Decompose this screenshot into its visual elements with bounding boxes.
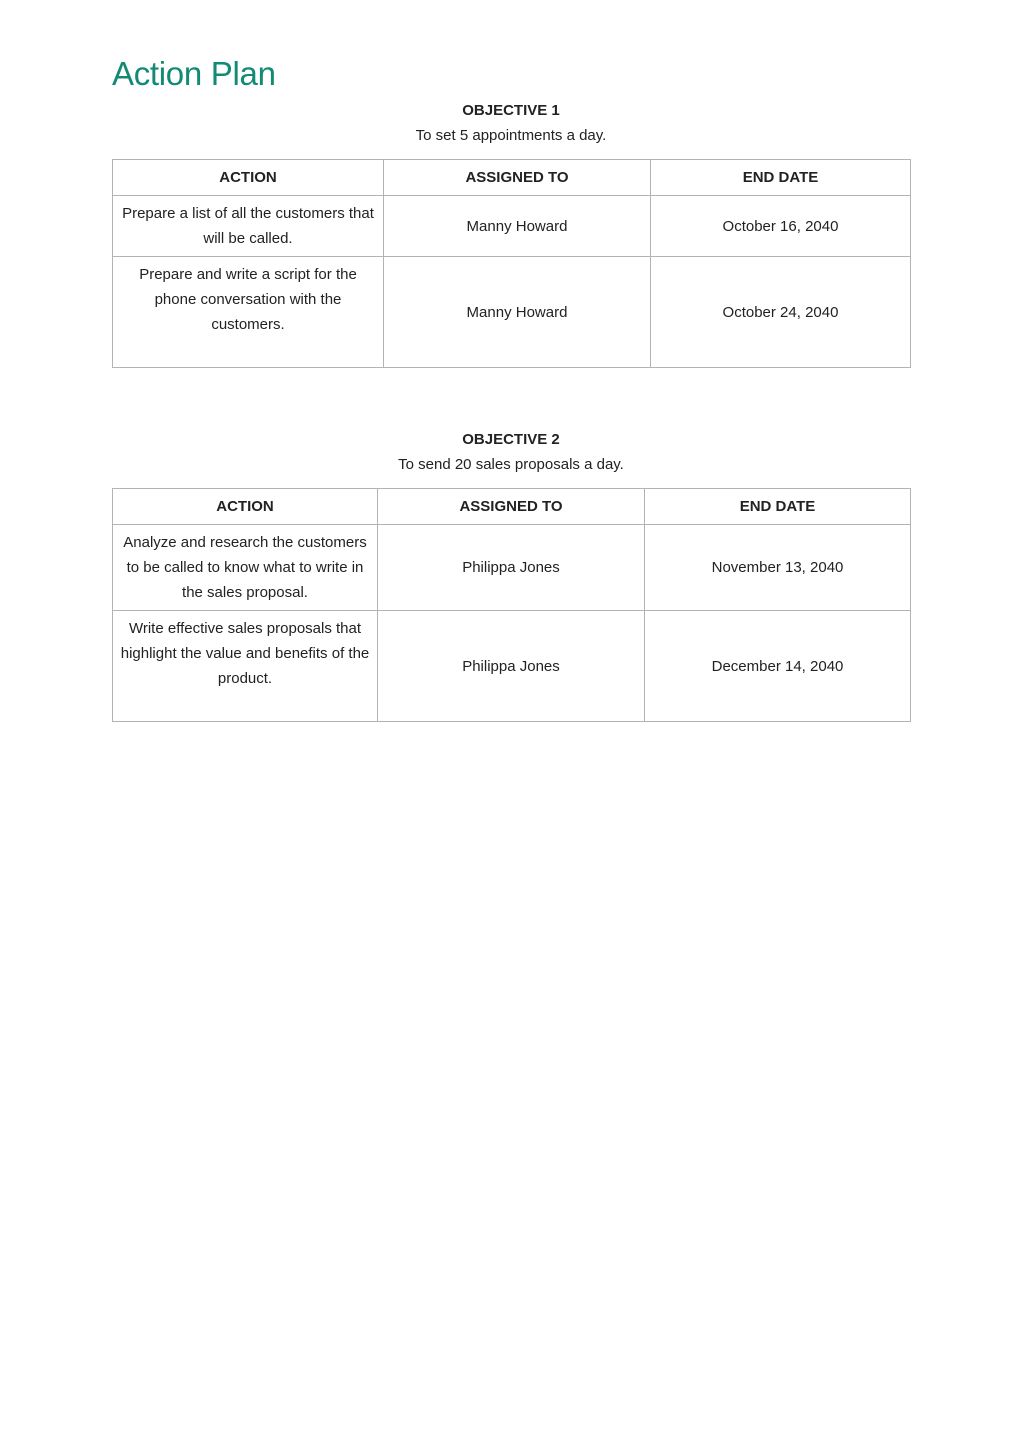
table-header-row xyxy=(113,160,911,196)
action-table xyxy=(112,159,911,368)
action-cell: Prepare and write a script for the phone conversation with the customers. xyxy=(113,257,384,368)
action-cell: Write effective sales proposals that highlight the value and benefits of the product. xyxy=(113,611,378,722)
table-row xyxy=(113,525,911,611)
assigned-to-cell: Manny Howard xyxy=(384,196,651,257)
action-cell: Analyze and research the customers to be called to know what to write in the sales proposal. xyxy=(113,525,378,611)
objective-section-1 xyxy=(112,101,910,368)
end-date-cell: October 16, 2040 xyxy=(651,196,911,257)
objective-section-2 xyxy=(112,430,910,722)
table-row xyxy=(113,196,911,257)
assigned-to-cell: Manny Howard xyxy=(384,257,651,368)
column-header-end-date: END DATE xyxy=(645,489,911,525)
page-title: Action Plan xyxy=(112,55,276,92)
table-row xyxy=(113,611,911,722)
assigned-to-cell: Philippa Jones xyxy=(378,525,645,611)
end-date-cell: October 24, 2040 xyxy=(651,257,911,368)
objective-heading: OBJECTIVE 1 xyxy=(462,102,560,119)
end-date-cell: November 13, 2040 xyxy=(645,525,911,611)
table-row xyxy=(113,257,911,368)
column-header-action: ACTION xyxy=(113,160,384,196)
objective-description: To send 20 sales proposals a day. xyxy=(398,456,624,473)
end-date-cell: December 14, 2040 xyxy=(645,611,911,722)
table-header-row xyxy=(113,489,911,525)
action-cell: Prepare a list of all the customers that will be called. xyxy=(113,196,384,257)
assigned-to-cell: Philippa Jones xyxy=(378,611,645,722)
objective-heading: OBJECTIVE 2 xyxy=(462,431,560,448)
column-header-assigned-to: ASSIGNED TO xyxy=(384,160,651,196)
objective-description: To set 5 appointments a day. xyxy=(415,127,607,144)
column-header-action: ACTION xyxy=(113,489,378,525)
column-header-assigned-to: ASSIGNED TO xyxy=(378,489,645,525)
column-header-end-date: END DATE xyxy=(651,160,911,196)
action-table xyxy=(112,488,911,722)
